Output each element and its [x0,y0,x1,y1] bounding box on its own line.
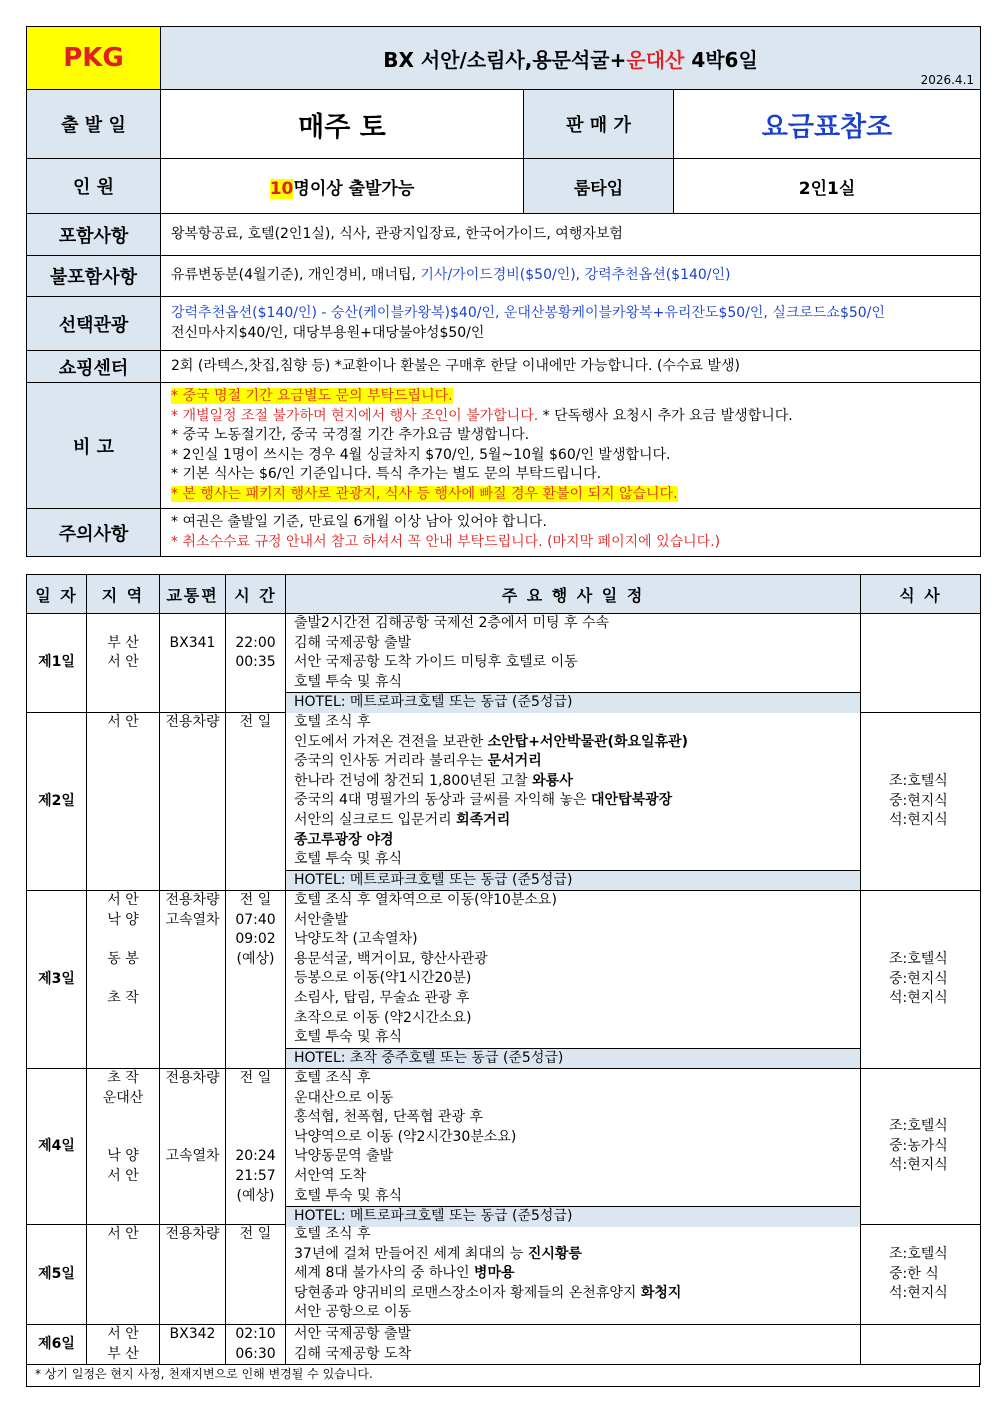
schedule-line: 서안 공항으로 이동 [294,1304,412,1321]
region-line: 초 작 [107,989,139,1006]
price-value: 요금표참조 [674,90,981,159]
schedule-line: 서안 국제공항 도착 가이드 미팅후 호텔로 이동 [294,654,578,671]
day-row [27,712,981,890]
time-line: 전 일 [239,891,272,908]
schedule-line: 한나라 건넝에 창건되 1,800년된 고찰 와룡사 [294,772,573,789]
schedule-cell [286,1324,861,1364]
region-line: 부 산 [107,634,139,651]
schedule-line: 중국의 4대 명필가의 동상과 글씨를 자익해 놓은 대안탑북광장 [294,792,673,809]
remarks-value: * 중국 명절 기간 요금별도 문의 부탁드립니다. * 개별일정 조절 불가하며 현지에서 행사 조인이 불가합니다. * 단독행사 요청시 추가 요금 발생합니다. * 중국 노동절기간, 중국 국경절 기간 추가요금 발생합니다. * 2인실 1명이 쓰시는 경우 4월 싱글차지 $70/인, 5월~10월 $60/인 발생합니다. * 기본 식사는 $6/인 기준입니다. 특식 추가는 별도 문의 부탁드립니다. * 본 행사는 패키지 행사로 관광지, 식사 등 행사에 빠질 경우 환불이 되지 않습니다. [161,383,981,509]
region-line [87,969,159,989]
meal-line: 석:현지식 [889,990,948,1007]
meal-line: 석:현지식 [889,1285,948,1302]
pkg-badge: PKG [27,27,161,90]
day-row [27,614,981,713]
time-line: 06:30 [235,1345,276,1362]
column-header: 시 간 [226,575,286,614]
schedule-line: 소림사, 탑림, 무술쇼 관광 후 [294,989,470,1006]
people-number: 10 [269,178,294,199]
region-line [87,614,159,634]
transport-line [160,1108,225,1128]
transport-line [160,1128,225,1148]
shopping-label: 쇼핑센터 [27,351,161,383]
schedule-line: 서안 국제공항 출발 [294,1325,412,1342]
region-line: 낙 양 [107,1148,139,1165]
attraction-name: 소안탑+서안박물관(화요일휴관) [487,733,688,750]
region-line [87,1128,159,1148]
time-cell [226,614,286,713]
attraction-name: 화청지 [640,1284,682,1301]
day-row [27,1324,981,1364]
departure-value: 매주 토 [161,90,524,159]
region-line: 초 작 [107,1069,139,1086]
caution-value [161,509,981,557]
schedule-line: 중국의 인사동 거리라 불리우는 문서거리 [294,753,542,770]
title-highlight: 운대산 [626,47,685,72]
transport-line [160,1089,225,1109]
included-label: 포함사항 [27,214,161,256]
excluded-label: 불포함사항 [27,256,161,297]
schedule-line: 용문석굴, 백거이묘, 향산사관광 [294,950,488,967]
column-header: 교통편 [160,575,226,614]
remark-line: * 기본 식사는 $6/인 기준입니다. 특식 추가는 별도 문의 부탁드립니다. [171,466,602,482]
itinerary-footnote: * 상기 일정은 현지 사정, 천재지변으로 인해 변경될 수 있습니다. [26,1363,980,1387]
remark-line: * 중국 노동절기간, 중국 국경절 기간 추가요금 발생합니다. [171,427,530,443]
time-cell [226,890,286,1068]
day-row [27,1068,981,1224]
region-line: 서 안 [107,1325,139,1342]
region-line [87,673,159,693]
itinerary-table [26,574,981,1365]
column-header: 일 자 [27,575,87,614]
region-line: 운대산 [102,1089,144,1106]
schedule-cell [286,1224,861,1324]
time-cell [226,712,286,890]
room-value: 2인1실 [674,159,981,214]
caution-line: * 취소수수료 규정 안내서 참고 하셔서 꼭 안내 부탁드립니다. (마지막 페이지에 있습니다.) [171,533,721,550]
meal-line: 석:현지식 [889,812,948,829]
schedule-line: 낙양역으로 이동 (약2시간30분소요) [294,1128,517,1145]
meals-cell [861,1324,981,1364]
day-label: 제1일 [27,614,87,713]
region-line [87,1108,159,1128]
caution-label: 주의사항 [27,509,161,557]
transport-cell [160,890,226,1068]
schedule-line: 호텔 조식 후 [294,713,371,730]
time-line: 전 일 [239,1069,272,1086]
transport-line [160,653,225,673]
day-label: 제5일 [27,1224,87,1324]
transport-cell [160,614,226,713]
time-line: 20:24 [235,1148,276,1165]
meal-line: 조:호텔식 [889,773,948,790]
region-cell [87,1224,160,1324]
time-line: 02:10 [235,1325,276,1342]
meals-cell [861,614,981,713]
transport-line: BX341 [169,634,216,651]
day-row [27,1224,981,1324]
people-value: 10명이상 출발가능 [161,159,524,214]
region-cell [87,712,160,890]
time-cell [226,1068,286,1224]
schedule-line: 당현종과 양귀비의 로맨스장소이자 황제들의 온천휴양지 화청지 [294,1284,682,1301]
region-cell [87,890,160,1068]
region-cell [87,1068,160,1224]
schedule-line: 호텔 조식 후 [294,1225,371,1242]
time-line [226,673,285,693]
time-line: 09:02 [235,931,276,948]
included-value: 왕복항공료, 호텔(2인1실), 식사, 관광지입장료, 한국어가이드, 여행자보험 [161,214,981,256]
schedule-line: 낙양도착 (고속열차) [294,931,418,948]
transport-line: 고속열차 [165,911,220,928]
schedule-line [286,831,860,851]
time-line [226,1108,285,1128]
time-line: (예상) [236,1187,275,1204]
schedule-line: 호텔 조식 후 열차역으로 이동(약10분소요) [294,891,557,908]
day-label: 제6일 [27,1324,87,1364]
title-prefix: BX 서안/소림사,용문석굴+ [383,47,627,72]
time-line [226,1128,285,1148]
region-cell [87,614,160,713]
time-line [226,692,285,712]
region-line [87,930,159,950]
region-line: 서 안 [107,713,139,730]
hotel-info: HOTEL: 메트로파크호텔 또는 동급 (준5성급) [286,870,861,891]
price-label: 판 매 가 [524,90,674,159]
schedule-line: 김해 국제공항 도착 [294,1345,412,1362]
transport-line [160,1345,225,1365]
time-line: 전 일 [239,1225,272,1242]
schedule-line: 김해 국제공항 출발 [294,634,412,651]
meal-line: 중:현지식 [889,792,948,809]
meals-cell [861,890,981,1068]
meal-line: 조:호텔식 [889,1118,948,1135]
transport-line [160,673,225,693]
time-line [226,1089,285,1109]
schedule-line: 세계 8대 불가사의 중 하나인 병마용 [294,1265,515,1282]
schedule-line: 운대산으로 이동 [294,1089,394,1106]
transport-cell [160,1224,226,1324]
shopping-value: 2회 (라텍스,찻집,침향 등) *교환이나 환불은 구매후 한달 이내에만 가능합니다. (수수료 발생) [161,351,981,383]
meals-cell [861,1068,981,1224]
meal-line: 조:호텔식 [889,951,948,968]
time-line: 21:57 [235,1167,276,1184]
attraction-name: 문서거리 [487,753,542,770]
optional-tour-value: 강력추천옵션($140/인) - 숭산(케이블카왕복)$40/인, 운대산봉황케이블카왕복+유리잔도$50/인, 실크로드쇼$50/인 전신마사지$40/인, 대당부용원+대당불야성$50/인 [161,297,981,351]
region-line: 부 산 [107,1345,139,1362]
meal-line: 석:현지식 [889,1157,948,1174]
attraction-name: 종고루광장 야경 [294,831,394,848]
schedule-line: 출발2시간전 김해공항 국제선 2층에서 미팅 후 수속 [294,615,609,631]
transport-cell [160,1324,226,1364]
issue-date: 2026.4.1 [920,73,975,87]
optional-tour-label: 선택관광 [27,297,161,351]
time-line: 07:40 [235,911,276,928]
column-header: 지 역 [87,575,160,614]
region-cell [87,1324,160,1364]
schedule-line: 서안역 도착 [294,1167,367,1184]
schedule-cell [286,712,861,890]
schedule-line: 호텔 투숙 및 휴식 [294,1029,403,1046]
transport-line: 전용차량 [165,1069,220,1086]
column-header: 주 요 행 사 일 정 [286,575,861,614]
excluded-value: 유류변동분(4월기준), 개인경비, 매너팁, 기사/가이드경비($50/인), 강력추천옵션($140/인) [161,256,981,297]
departure-label: 출 발 일 [27,90,161,159]
region-line: 서 안 [107,1167,139,1184]
transport-line: 전용차량 [165,713,220,730]
room-label: 룸타입 [524,159,674,214]
schedule-line: 등봉으로 이동(약1시간20분) [294,970,472,987]
schedule-line: 호텔 조식 후 [294,1069,371,1086]
transport-line [160,692,225,712]
meals-cell [861,1224,981,1324]
remark-line: * 2인실 1명이 쓰시는 경우 4월 싱글차지 $70/인, 5월~10월 $60/인 발생합니다. [171,446,671,463]
tour-title [161,27,981,90]
region-line: 서 안 [107,654,139,671]
time-cell [226,1324,286,1364]
schedule-line: 서안출발 [294,911,349,928]
attraction-name: 회족거리 [456,811,511,828]
transport-cell [160,712,226,890]
time-line: 전 일 [239,713,272,730]
time-line: (예상) [236,950,275,967]
attraction-name: 병마용 [473,1265,515,1282]
day-row [27,890,981,1068]
hotel-info: HOTEL: 초작 중주호텔 또는 동급 (준5성급) [286,1048,861,1069]
region-line: 동 봉 [107,950,139,967]
tour-info-table [26,26,981,557]
transport-line: 고속열차 [165,1148,220,1165]
remark-line: * 본 행사는 패키지 행사로 관광지, 식사 등 행사에 빠질 경우 환불이 되지 않습니다. [171,485,678,502]
remark-line: * 개별일정 조절 불가하며 현지에서 행사 조인이 불가합니다. [171,407,539,424]
schedule-line: 호텔 투숙 및 휴식 [294,851,403,868]
hotel-info: HOTEL: 메트로파크호텔 또는 동급 (준5성급) [286,1206,861,1227]
schedule-cell [286,614,861,713]
itinerary-header-row [27,575,981,614]
time-line [226,614,285,634]
region-line: 서 안 [107,891,139,908]
transport-cell [160,1068,226,1224]
meal-line: 조:호텔식 [889,1246,948,1263]
remark-line: * 중국 명절 기간 요금별도 문의 부탁드립니다. [171,388,453,404]
region-line [87,692,159,712]
schedule-line: 37년에 걸쳐 만들어진 세계 최대의 능 진시황릉 [294,1245,582,1262]
remarks-label: 비 고 [27,383,161,509]
schedule-line: 호텔 투숙 및 휴식 [294,1187,403,1204]
region-line: 낙 양 [107,911,139,928]
transport-line [160,614,225,634]
meals-cell [861,712,981,890]
day-label: 제2일 [27,712,87,890]
meal-line: 중:한 식 [889,1265,939,1282]
caution-line: * 여권은 출발일 기준, 만료일 6개월 이상 남아 있어야 합니다. [171,514,547,530]
attraction-name: 진시황릉 [527,1245,582,1262]
schedule-cell [286,890,861,1068]
transport-line: 전용차량 [165,891,220,908]
meal-line: 중:현지식 [889,970,948,987]
day-label: 제4일 [27,1068,87,1224]
transport-line: 전용차량 [165,1225,220,1242]
attraction-name: 대안탑북광장 [591,792,673,809]
attraction-name: 와룡사 [532,772,573,789]
title-suffix: 4박6일 [684,47,758,72]
day-label: 제3일 [27,890,87,1068]
time-line: 00:35 [235,654,276,671]
transport-line: BX342 [169,1325,216,1342]
column-header: 식 사 [861,575,981,614]
schedule-line: 호텔 투숙 및 휴식 [294,673,403,690]
schedule-line: 초작으로 이동 (약2시간소요) [294,1009,472,1026]
schedule-line: 서안의 실크로드 입문거리 회족거리 [294,811,511,828]
schedule-line: 낙양동문역 출발 [294,1148,394,1165]
time-cell [226,1224,286,1324]
time-line: 22:00 [235,634,276,651]
schedule-line: 인도에서 가져온 견전을 보관한 소안탑+서안박물관(화요일휴관) [294,733,688,750]
schedule-cell [286,1068,861,1224]
meal-line: 중:농가식 [889,1137,948,1154]
people-label: 인 원 [27,159,161,214]
schedule-line: 홍석협, 천폭협, 단폭협 관광 후 [294,1109,483,1126]
region-line: 서 안 [107,1225,139,1242]
hotel-info: HOTEL: 메트로파크호텔 또는 동급 (준5성급) [286,692,861,713]
